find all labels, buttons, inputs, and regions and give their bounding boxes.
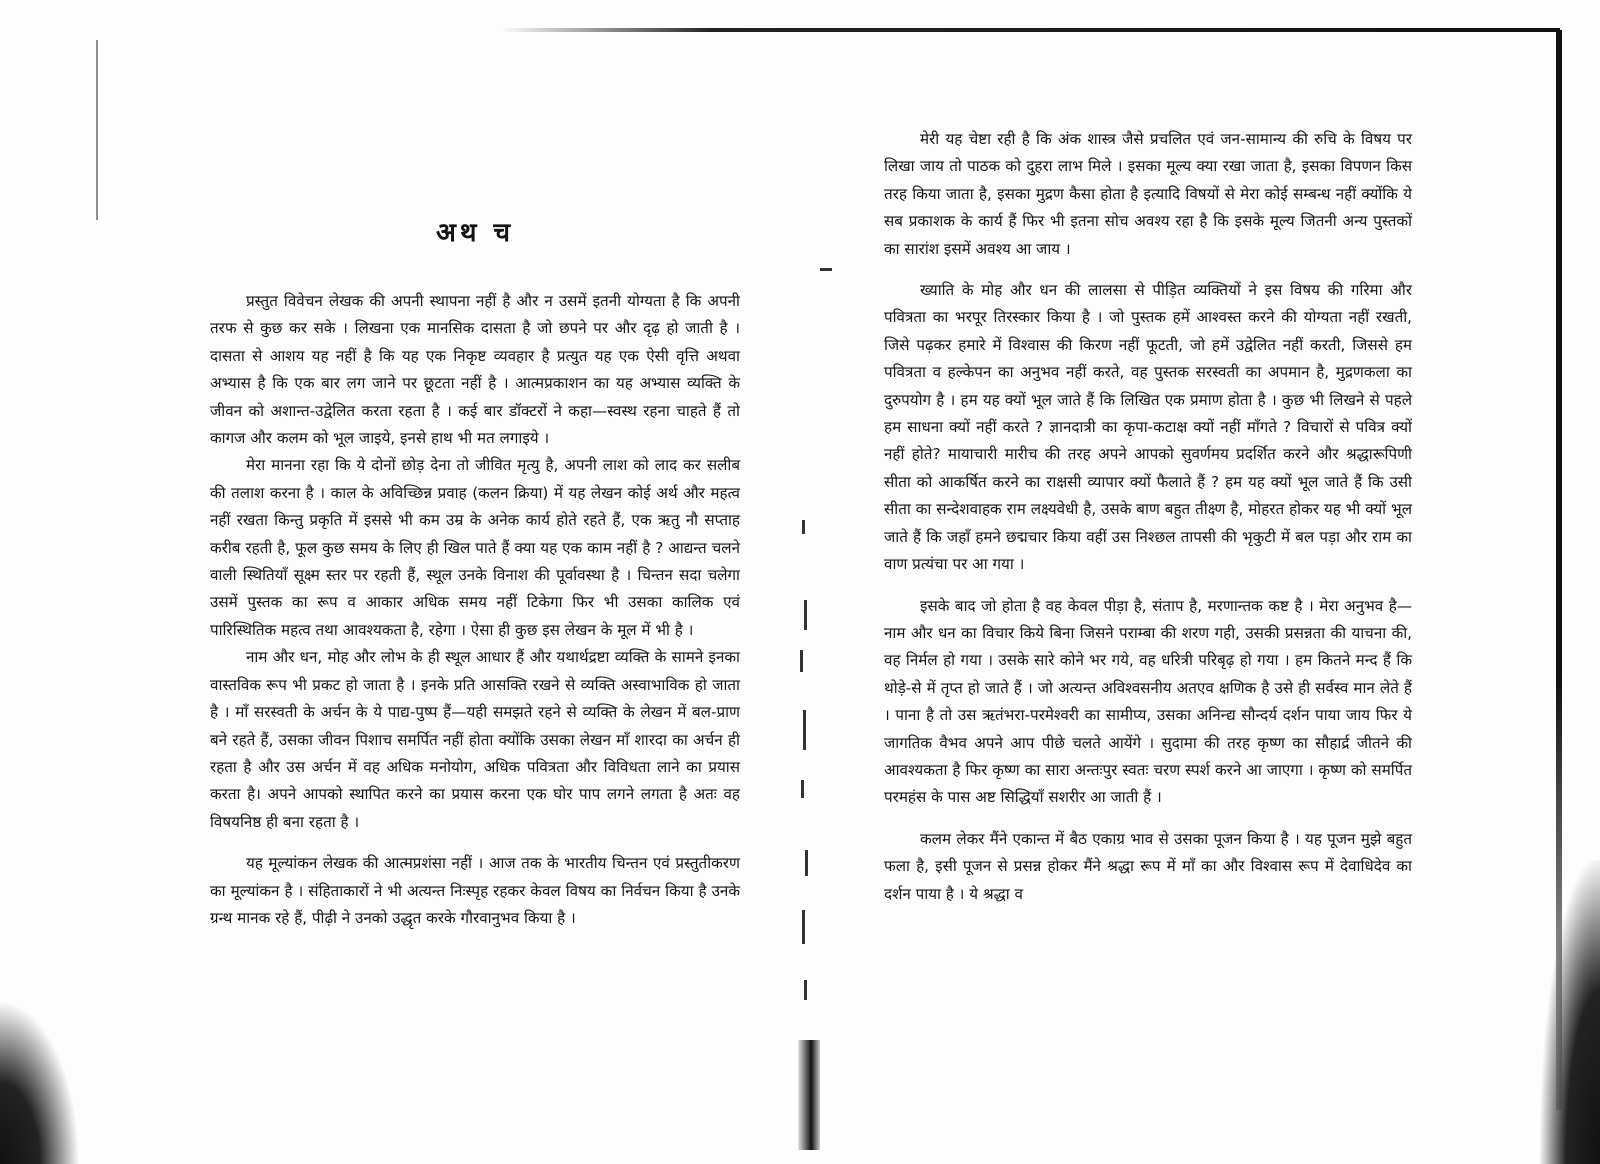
left-paragraph-1: प्रस्तुत विवेचन लेखक की अपनी स्थापना नहीं है और न उसमें इतनी योग्यता है कि अपनी तरफ से कुछ कर सके । लिखना एक मानसिक दासता है जो छपने पर और दृढ़ हो जाती है । दासता से आशय यह नहीं है कि यह एक निकृष्ट व्यवहार है प्रत्युत यह एक ऐसी वृत्ति अथवा अभ्यास है कि एक बार लग जाने पर छूटता नहीं है । आत्मप्रकाशन का यह अभ्यास व्यक्ति के जीवन को अशान्त-उद्वेलित करता रहता है । कई बार डॉक्टरों ने कहा—स्वस्थ रहना चाहते हैं तो कागज और कलम को भूल जाइये, इनसे हाथ भी मत लगाइये । (210, 292, 740, 448)
page-top-edge-shadow (500, 28, 1560, 32)
bottom-right-corner-shadow (1540, 860, 1600, 1164)
right-paragraph-2: ख्याति के मोह और धन की लालसा से पीड़ित व्यक्तियों ने इस विषय की गरिमा और पवित्रता का भरपूर तिरस्कार किया है । जो पुस्तक हमें आश्वस्त करने की योग्यता नहीं रखती, जिसे पढ़कर हमारे में विश्वास की किरण नहीं फूटती, जो हमें उद्वेलित नहीं करती, जिससे हम पवित्रता व हल्केपन का अनुभव नहीं करते, वह पुस्तक सरस्वती का अपमान है, मुद्रणकला का दुरुपयोग है । हम यह क्यों भूल जाते हैं कि लिखित एक प्रमाण होता है । कुछ भी लिखने से पहले हम साधना क्यों नहीं करते ? ज्ञानदात्री का कृपा-कटाक्ष क्यों नहीं माँगते ? विचारों से पवित्र क्यों नहीं होते? मायाचारी मारीच की तरह अपने आपको सुवर्णमय प्रदर्शित करने और श्रद्धारूपिणी सीता को आकर्षित करने का राक्षसी व्यापार क्यों फैलाते हैं ? हम यह क्यों भूल जाते हैं कि उसी सीता का सन्देशवाहक राम लक्ष्यवेधी है, उसके बाण बहुत तीक्ष्ण है, मोहरत होकर यह भी क्यों भूल जाते हैं कि जहाँ हमने छद्मचार किया वहीं उस निश्छल तापसी की भृकुटी में बल पड़ा और राम का वाण प्रत्यंचा पर आ गया । (884, 281, 1412, 574)
page-heading: अथ च (435, 218, 515, 248)
right-page (884, 126, 1412, 908)
left-paragraph-2: मेरा मानना रहा कि ये दोनों छोड़ देना तो जीवित मृत्यु है, अपनी लाश को लाद कर सलीब की तलाश करना है । काल के अविच्छिन्न प्रवाह (कलन क्रिया) में यह लेखन कोई अर्थ और महत्व नहीं रखता किन्तु प्रकृति में इससे भी कम उम्र के अनेक कार्य होते रहते हैं, एक ऋतु नौ सप्ताह करीब रहती है, फूल कुछ समय के लिए ही खिल पाते हैं क्या यह एक काम नहीं है ? आद्यन्त चलने वाली स्थितियाँ सूक्ष्म स्तर पर रहती हैं, स्थूल उनके विनाश की पूर्वावस्था है । चिन्तन सदा चलेगा उसमें पुस्तक का रूप व आकार अधिक समय नहीं टिकेगा फिर भी उसका कालिक एवं पारिस्थितिक महत्व तथा आवश्यकता है, रहेगा । ऐसा ही कुछ इस लेखन के मूल में भी है । (210, 456, 740, 639)
gutter-marks (792, 480, 818, 1120)
right-paragraph-3: इसके बाद जो होता है वह केवल पीड़ा है, संताप है, मरणान्तक कष्ट है । मेरा अनुभव है—नाम और धन का विचार किये बिना जिसने पराम्बा की शरण गही, उसकी प्रसन्नता की याचना की, वह निर्मल हो गया । उसके सारे कोने भर गये, वह धरित्री परिबृढ़ हो गया । हम कितने मन्द हैं कि थोड़े-से में तृप्त हो जाते हैं । जो अत्यन्त अविश्वसनीय अतएव क्षणिक है उसे ही सर्वस्व मान लेते हैं । पाना है तो उस ऋतंभरा-परमेश्वरी का सामीप्य, उसका अनिन्द्य सौन्दर्य दर्शन पाया जाय फिर ये जागतिक वैभव अपने आप पीछे चलते आयेंगे । सुदामा की तरह कृष्ण का सौहार्द्र जीतने की आवश्यकता है फिर कृष्ण का सारा अन्तःपुर स्वतः चरण स्पर्श करने आ जाएगा । कृष्ण को समर्पित परमहंस के पास अष्ट सिद्धियाँ सशरीर आ जाती हैं । (884, 596, 1412, 807)
left-margin-mark (96, 40, 101, 220)
left-page (210, 216, 740, 932)
left-paragraph-3: नाम और धन, मोह और लोभ के ही स्थूल आधार हैं और यथार्थद्रष्टा व्यक्ति के सामने इनका वास्तविक रूप भी प्रकट हो जाता है । इनके प्रति आसक्ति रखने से व्यक्ति अस्वाभाविक हो जाता है । माँ सरस्वती के अर्चन के ये पाद्य-पुष्प हैं—यही समझते रहने से व्यक्ति के लेखन में बल-प्राण बने रहते हैं, उसका जीवन पिशाच समर्पित नहीं होता क्योंकि उसका लेखन माँ शारदा का अर्चन ही रहता है और उस अर्चन में वह अधिक मनोयोग, अधिक पवित्रता और विविधता लाने का प्रयास करता है। अपने आपको स्थापित करने का प्रयास करना एक घोर पाप लगने लगता है अतः वह विषयनिष्ठ ही बना रहता है । (210, 648, 740, 831)
gutter-dash-mark (820, 268, 832, 271)
left-paragraph-4: यह मूल्यांकन लेखक की आत्मप्रशंसा नहीं । आज तक के भारतीय चिन्तन एवं प्रस्तुतीकरण का मूल्यांकन है । संहिताकारों ने भी अत्यन्त निःस्पृह रहकर केवल विषय का निर्वचन किया है उनके ग्रन्थ मानक रहे हैं, पीढ़ी ने उनको उद्धृत करके गौरवानुभव किया है । (210, 854, 740, 927)
bottom-left-corner-shadow (0, 1000, 80, 1164)
right-paragraph-1: मेरी यह चेष्टा रही है कि अंक शास्त्र जैसे प्रचलित एवं जन-सामान्य की रुचि के विषय पर लिखा जाय तो पाठक को दुहरा लाभ मिले । इसका मूल्य क्या रखा जाता है, इसका विपणन किस तरह किया जाता है, इसका मुद्रण कैसा होता है इत्यादि विषयों से मेरा कोई सम्बन्ध नहीं क्योंकि ये सब प्रकाशक के कार्य हैं फिर भी इतना सोच अवश्य रहा है कि इसके मूल्य जितनी अन्य पुस्तकों का सारांश इसमें अवश्य आ जाय । (884, 130, 1412, 258)
right-paragraph-4: कलम लेकर मैंने एकान्त में बैठ एकाग्र भाव से उसका पूजन किया है । यह पूजन मुझे बहुत फला है, इसी पूजन से प्रसन्न होकर मैंने श्रद्धा रूप में माँ का और विश्वास रूप में देवाधिदेव का दर्शन पाया है । ये श्रद्धा व (884, 829, 1412, 903)
